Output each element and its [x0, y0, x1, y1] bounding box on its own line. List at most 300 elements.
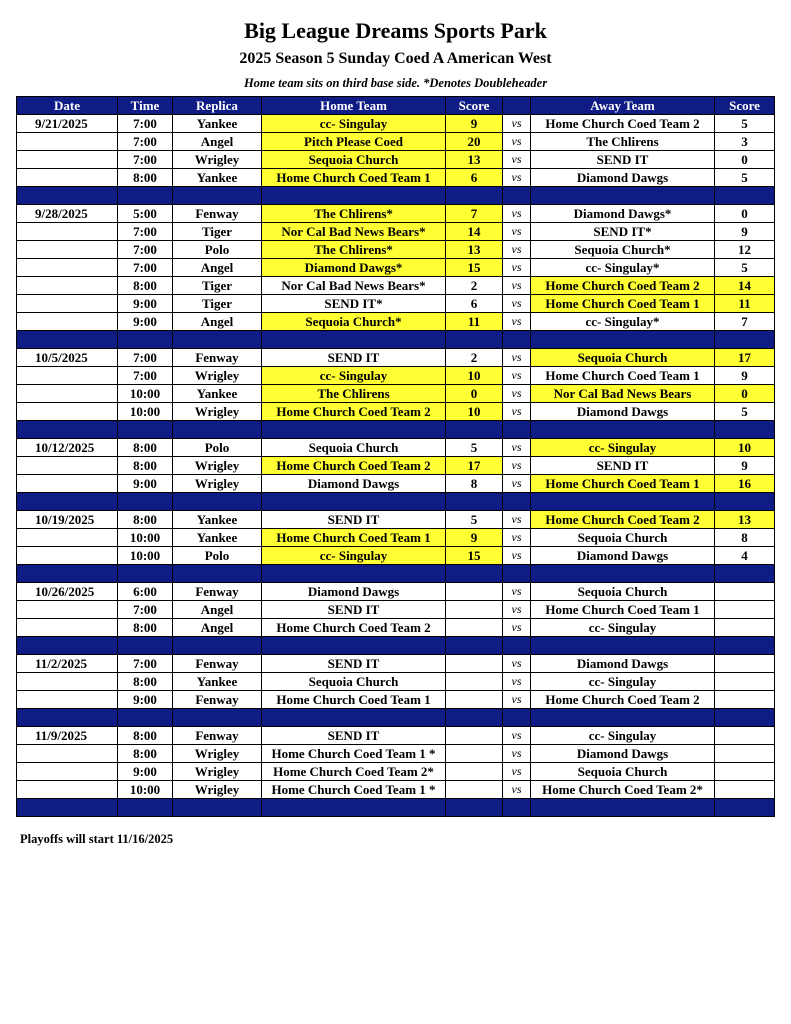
- vs-label: vs: [503, 529, 531, 547]
- home-team: Home Church Coed Team 2: [262, 403, 446, 421]
- vs-label: vs: [503, 619, 531, 637]
- vs-label: vs: [503, 457, 531, 475]
- table-row: [17, 583, 775, 601]
- away-team: Home Church Coed Team 1: [531, 601, 715, 619]
- game-field: Angel: [173, 313, 262, 331]
- vs-label: vs: [503, 475, 531, 493]
- separator-cell: [503, 565, 531, 583]
- table-row: [17, 205, 775, 223]
- game-field: Yankee: [173, 169, 262, 187]
- away-score: 5: [715, 259, 775, 277]
- game-date: [17, 259, 118, 277]
- separator-cell: [503, 493, 531, 511]
- game-time: 7:00: [118, 151, 173, 169]
- game-field: Polo: [173, 547, 262, 565]
- separator-cell: [262, 637, 446, 655]
- vs-label: vs: [503, 205, 531, 223]
- game-time: 10:00: [118, 781, 173, 799]
- separator-cell: [262, 709, 446, 727]
- separator-cell: [531, 565, 715, 583]
- away-score: 0: [715, 385, 775, 403]
- table-row: [17, 223, 775, 241]
- away-team: Home Church Coed Team 2: [531, 115, 715, 133]
- away-team: Home Church Coed Team 1: [531, 367, 715, 385]
- game-field: Wrigley: [173, 457, 262, 475]
- separator-cell: [173, 565, 262, 583]
- home-team: Sequoia Church: [262, 151, 446, 169]
- away-team: Home Church Coed Team 2: [531, 277, 715, 295]
- game-date: [17, 385, 118, 403]
- game-field: Wrigley: [173, 745, 262, 763]
- table-row: [17, 475, 775, 493]
- separator-cell: [503, 709, 531, 727]
- separator-cell: [17, 565, 118, 583]
- vs-label: vs: [503, 277, 531, 295]
- home-team: Diamond Dawgs*: [262, 259, 446, 277]
- page-subtitle: 2025 Season 5 Sunday Coed A American West: [239, 50, 552, 67]
- game-field: Tiger: [173, 223, 262, 241]
- game-time: 7:00: [118, 241, 173, 259]
- separator-cell: [503, 637, 531, 655]
- separator-cell: [715, 331, 775, 349]
- game-date: 10/19/2025: [17, 511, 118, 529]
- game-time: 8:00: [118, 745, 173, 763]
- playoffs-note: Playoffs will start 11/16/2025: [20, 832, 174, 846]
- away-score: 10: [715, 439, 775, 457]
- home-score: [446, 763, 503, 781]
- game-date: [17, 529, 118, 547]
- game-time: 7:00: [118, 349, 173, 367]
- separator-cell: [446, 799, 503, 817]
- game-field: Wrigley: [173, 781, 262, 799]
- game-time: 7:00: [118, 601, 173, 619]
- away-team: Sequoia Church: [531, 529, 715, 547]
- separator-cell: [173, 493, 262, 511]
- home-team: Home Church Coed Team 1: [262, 169, 446, 187]
- home-team: SEND IT: [262, 349, 446, 367]
- home-team: Sequoia Church: [262, 439, 446, 457]
- separator-cell: [118, 709, 173, 727]
- home-score: [446, 727, 503, 745]
- home-score: 10: [446, 367, 503, 385]
- away-team: SEND IT*: [531, 223, 715, 241]
- away-team: Home Church Coed Team 1: [531, 295, 715, 313]
- away-team: Sequoia Church: [531, 583, 715, 601]
- game-date: 9/28/2025: [17, 205, 118, 223]
- round-separator: [17, 331, 775, 349]
- round-separator: [17, 565, 775, 583]
- away-score: 9: [715, 223, 775, 241]
- home-score: 15: [446, 547, 503, 565]
- away-score: 17: [715, 349, 775, 367]
- game-date: [17, 133, 118, 151]
- away-score: 0: [715, 151, 775, 169]
- game-date: 9/21/2025: [17, 115, 118, 133]
- game-time: 7:00: [118, 259, 173, 277]
- table-row: [17, 385, 775, 403]
- away-team: SEND IT: [531, 151, 715, 169]
- away-score: [715, 745, 775, 763]
- col-header-vs: [503, 97, 531, 115]
- table-row: [17, 403, 775, 421]
- home-score: 5: [446, 511, 503, 529]
- game-date: [17, 547, 118, 565]
- home-score: 14: [446, 223, 503, 241]
- away-team: Diamond Dawgs: [531, 403, 715, 421]
- game-field: Angel: [173, 259, 262, 277]
- table-row: [17, 673, 775, 691]
- vs-label: vs: [503, 151, 531, 169]
- home-score: 15: [446, 259, 503, 277]
- game-date: 11/9/2025: [17, 727, 118, 745]
- game-field: Tiger: [173, 295, 262, 313]
- game-time: 9:00: [118, 763, 173, 781]
- game-time: 10:00: [118, 385, 173, 403]
- table-row: [17, 763, 775, 781]
- home-score: 9: [446, 115, 503, 133]
- game-time: 8:00: [118, 277, 173, 295]
- round-separator: [17, 709, 775, 727]
- home-team: Sequoia Church: [262, 673, 446, 691]
- table-row: [17, 691, 775, 709]
- home-team: Diamond Dawgs: [262, 583, 446, 601]
- home-team: SEND IT*: [262, 295, 446, 313]
- vs-label: vs: [503, 133, 531, 151]
- home-team: Home Church Coed Team 2: [262, 457, 446, 475]
- game-field: Fenway: [173, 727, 262, 745]
- away-team: Diamond Dawgs*: [531, 205, 715, 223]
- separator-cell: [503, 187, 531, 205]
- vs-label: vs: [503, 439, 531, 457]
- separator-cell: [118, 187, 173, 205]
- game-field: Fenway: [173, 349, 262, 367]
- game-field: Tiger: [173, 277, 262, 295]
- away-team: SEND IT: [531, 457, 715, 475]
- away-team: Diamond Dawgs: [531, 547, 715, 565]
- away-score: [715, 673, 775, 691]
- separator-cell: [17, 493, 118, 511]
- away-score: 0: [715, 205, 775, 223]
- away-team: Diamond Dawgs: [531, 655, 715, 673]
- game-time: 8:00: [118, 619, 173, 637]
- game-field: Angel: [173, 601, 262, 619]
- game-date: [17, 313, 118, 331]
- away-score: [715, 781, 775, 799]
- home-score: [446, 781, 503, 799]
- game-field: Yankee: [173, 385, 262, 403]
- away-team: Home Church Coed Team 2*: [531, 781, 715, 799]
- vs-label: vs: [503, 763, 531, 781]
- separator-cell: [531, 187, 715, 205]
- away-team: cc- Singulay*: [531, 313, 715, 331]
- vs-label: vs: [503, 367, 531, 385]
- home-team: Home Church Coed Team 2: [262, 619, 446, 637]
- away-team: Sequoia Church: [531, 763, 715, 781]
- table-row: [17, 619, 775, 637]
- separator-cell: [118, 331, 173, 349]
- away-team: Nor Cal Bad News Bears: [531, 385, 715, 403]
- away-score: 16: [715, 475, 775, 493]
- separator-cell: [503, 331, 531, 349]
- game-time: 10:00: [118, 529, 173, 547]
- home-team: Home Church Coed Team 1 *: [262, 781, 446, 799]
- home-score: 11: [446, 313, 503, 331]
- away-team: cc- Singulay: [531, 439, 715, 457]
- home-score: 9: [446, 529, 503, 547]
- game-date: [17, 277, 118, 295]
- home-team: The Chlirens*: [262, 241, 446, 259]
- home-score: 13: [446, 151, 503, 169]
- vs-label: vs: [503, 691, 531, 709]
- home-score: 20: [446, 133, 503, 151]
- away-score: 5: [715, 115, 775, 133]
- game-time: 7:00: [118, 115, 173, 133]
- away-score: 8: [715, 529, 775, 547]
- table-row: [17, 511, 775, 529]
- away-score: [715, 691, 775, 709]
- vs-label: vs: [503, 169, 531, 187]
- game-field: Wrigley: [173, 475, 262, 493]
- separator-cell: [715, 493, 775, 511]
- table-row: [17, 781, 775, 799]
- table-row: [17, 529, 775, 547]
- separator-cell: [446, 637, 503, 655]
- home-team: cc- Singulay: [262, 547, 446, 565]
- home-team: Pitch Please Coed: [262, 133, 446, 151]
- page-title: Big League Dreams Sports Park: [244, 18, 547, 43]
- home-score: 5: [446, 439, 503, 457]
- game-time: 7:00: [118, 655, 173, 673]
- game-time: 7:00: [118, 223, 173, 241]
- vs-label: vs: [503, 223, 531, 241]
- game-time: 10:00: [118, 403, 173, 421]
- game-time: 7:00: [118, 367, 173, 385]
- separator-cell: [173, 637, 262, 655]
- home-score: 2: [446, 349, 503, 367]
- home-score: [446, 601, 503, 619]
- table-row: [17, 313, 775, 331]
- separator-cell: [173, 421, 262, 439]
- home-team: Home Church Coed Team 2*: [262, 763, 446, 781]
- game-date: [17, 295, 118, 313]
- home-score: 6: [446, 295, 503, 313]
- col-header-home-team: Home Team: [262, 97, 446, 115]
- separator-cell: [715, 421, 775, 439]
- separator-cell: [17, 187, 118, 205]
- vs-label: vs: [503, 655, 531, 673]
- round-separator: [17, 421, 775, 439]
- table-row: [17, 439, 775, 457]
- game-date: 10/26/2025: [17, 583, 118, 601]
- table-row: [17, 547, 775, 565]
- separator-cell: [173, 331, 262, 349]
- home-score: [446, 673, 503, 691]
- away-team: Diamond Dawgs: [531, 169, 715, 187]
- separator-cell: [531, 493, 715, 511]
- away-score: [715, 763, 775, 781]
- vs-label: vs: [503, 547, 531, 565]
- col-header-away-score: Score: [715, 97, 775, 115]
- away-score: [715, 601, 775, 619]
- table-row: [17, 277, 775, 295]
- vs-label: vs: [503, 601, 531, 619]
- separator-cell: [262, 187, 446, 205]
- game-field: Angel: [173, 619, 262, 637]
- separator-cell: [17, 331, 118, 349]
- away-score: [715, 727, 775, 745]
- away-team: Diamond Dawgs: [531, 745, 715, 763]
- vs-label: vs: [503, 511, 531, 529]
- game-date: 11/2/2025: [17, 655, 118, 673]
- game-date: [17, 457, 118, 475]
- game-date: [17, 763, 118, 781]
- table-row: [17, 745, 775, 763]
- game-date: [17, 601, 118, 619]
- away-team: cc- Singulay*: [531, 259, 715, 277]
- game-field: Wrigley: [173, 151, 262, 169]
- home-team: Nor Cal Bad News Bears*: [262, 223, 446, 241]
- separator-cell: [715, 709, 775, 727]
- game-field: Wrigley: [173, 367, 262, 385]
- home-score: 2: [446, 277, 503, 295]
- separator-cell: [715, 799, 775, 817]
- vs-label: vs: [503, 115, 531, 133]
- game-time: 9:00: [118, 691, 173, 709]
- away-score: 9: [715, 457, 775, 475]
- away-team: cc- Singulay: [531, 619, 715, 637]
- away-team: Home Church Coed Team 1: [531, 475, 715, 493]
- game-date: [17, 223, 118, 241]
- game-field: Wrigley: [173, 763, 262, 781]
- separator-cell: [531, 331, 715, 349]
- table-row: [17, 601, 775, 619]
- separator-cell: [531, 709, 715, 727]
- away-team: Home Church Coed Team 2: [531, 691, 715, 709]
- col-header-date: Date: [17, 97, 118, 115]
- separator-cell: [446, 331, 503, 349]
- separator-cell: [173, 799, 262, 817]
- home-score: [446, 691, 503, 709]
- home-team: Home Church Coed Team 1: [262, 529, 446, 547]
- away-score: 11: [715, 295, 775, 313]
- col-header-home-score: Score: [446, 97, 503, 115]
- game-time: 9:00: [118, 475, 173, 493]
- game-time: 6:00: [118, 583, 173, 601]
- home-team: SEND IT: [262, 655, 446, 673]
- vs-label: vs: [503, 781, 531, 799]
- home-team: Nor Cal Bad News Bears*: [262, 277, 446, 295]
- home-team: The Chlirens: [262, 385, 446, 403]
- game-time: 8:00: [118, 439, 173, 457]
- vs-label: vs: [503, 259, 531, 277]
- home-score: 13: [446, 241, 503, 259]
- table-row: [17, 349, 775, 367]
- separator-cell: [715, 187, 775, 205]
- separator-cell: [446, 565, 503, 583]
- away-score: [715, 655, 775, 673]
- home-team: cc- Singulay: [262, 115, 446, 133]
- separator-cell: [531, 421, 715, 439]
- home-score: [446, 619, 503, 637]
- game-time: 8:00: [118, 673, 173, 691]
- game-date: [17, 169, 118, 187]
- away-team: The Chlirens: [531, 133, 715, 151]
- col-header-away-team: Away Team: [531, 97, 715, 115]
- game-date: [17, 367, 118, 385]
- table-row: [17, 241, 775, 259]
- game-time: 10:00: [118, 547, 173, 565]
- table-row: [17, 115, 775, 133]
- away-team: cc- Singulay: [531, 673, 715, 691]
- game-field: Fenway: [173, 655, 262, 673]
- home-score: [446, 655, 503, 673]
- vs-label: vs: [503, 727, 531, 745]
- vs-label: vs: [503, 673, 531, 691]
- game-field: Angel: [173, 133, 262, 151]
- separator-cell: [531, 637, 715, 655]
- away-score: [715, 619, 775, 637]
- game-date: [17, 673, 118, 691]
- vs-label: vs: [503, 295, 531, 313]
- table-row: [17, 367, 775, 385]
- game-date: [17, 745, 118, 763]
- separator-cell: [503, 799, 531, 817]
- home-team: cc- Singulay: [262, 367, 446, 385]
- game-time: 8:00: [118, 457, 173, 475]
- table-row: [17, 169, 775, 187]
- away-team: Sequoia Church*: [531, 241, 715, 259]
- away-score: 14: [715, 277, 775, 295]
- schedule-body: [17, 115, 775, 817]
- away-score: 13: [715, 511, 775, 529]
- separator-cell: [446, 187, 503, 205]
- game-field: Yankee: [173, 529, 262, 547]
- vs-label: vs: [503, 583, 531, 601]
- vs-label: vs: [503, 241, 531, 259]
- game-field: Yankee: [173, 115, 262, 133]
- round-separator: [17, 187, 775, 205]
- away-score: 9: [715, 367, 775, 385]
- game-date: [17, 691, 118, 709]
- game-field: Polo: [173, 439, 262, 457]
- home-team: Sequoia Church*: [262, 313, 446, 331]
- game-field: Wrigley: [173, 403, 262, 421]
- schedule-note: Home team sits on third base side. *Denotes Doubleheader: [243, 76, 548, 90]
- vs-label: vs: [503, 349, 531, 367]
- away-team: Sequoia Church: [531, 349, 715, 367]
- separator-cell: [17, 709, 118, 727]
- game-date: [17, 781, 118, 799]
- table-header-row: [17, 97, 775, 115]
- home-team: Home Church Coed Team 1: [262, 691, 446, 709]
- separator-cell: [715, 565, 775, 583]
- game-field: Fenway: [173, 205, 262, 223]
- game-field: Fenway: [173, 583, 262, 601]
- separator-cell: [503, 421, 531, 439]
- game-field: Yankee: [173, 673, 262, 691]
- separator-cell: [118, 799, 173, 817]
- game-field: Fenway: [173, 691, 262, 709]
- table-row: [17, 259, 775, 277]
- table-row: [17, 655, 775, 673]
- game-date: [17, 403, 118, 421]
- home-score: 0: [446, 385, 503, 403]
- separator-cell: [173, 187, 262, 205]
- game-time: 5:00: [118, 205, 173, 223]
- table-row: [17, 457, 775, 475]
- separator-cell: [446, 709, 503, 727]
- separator-cell: [262, 565, 446, 583]
